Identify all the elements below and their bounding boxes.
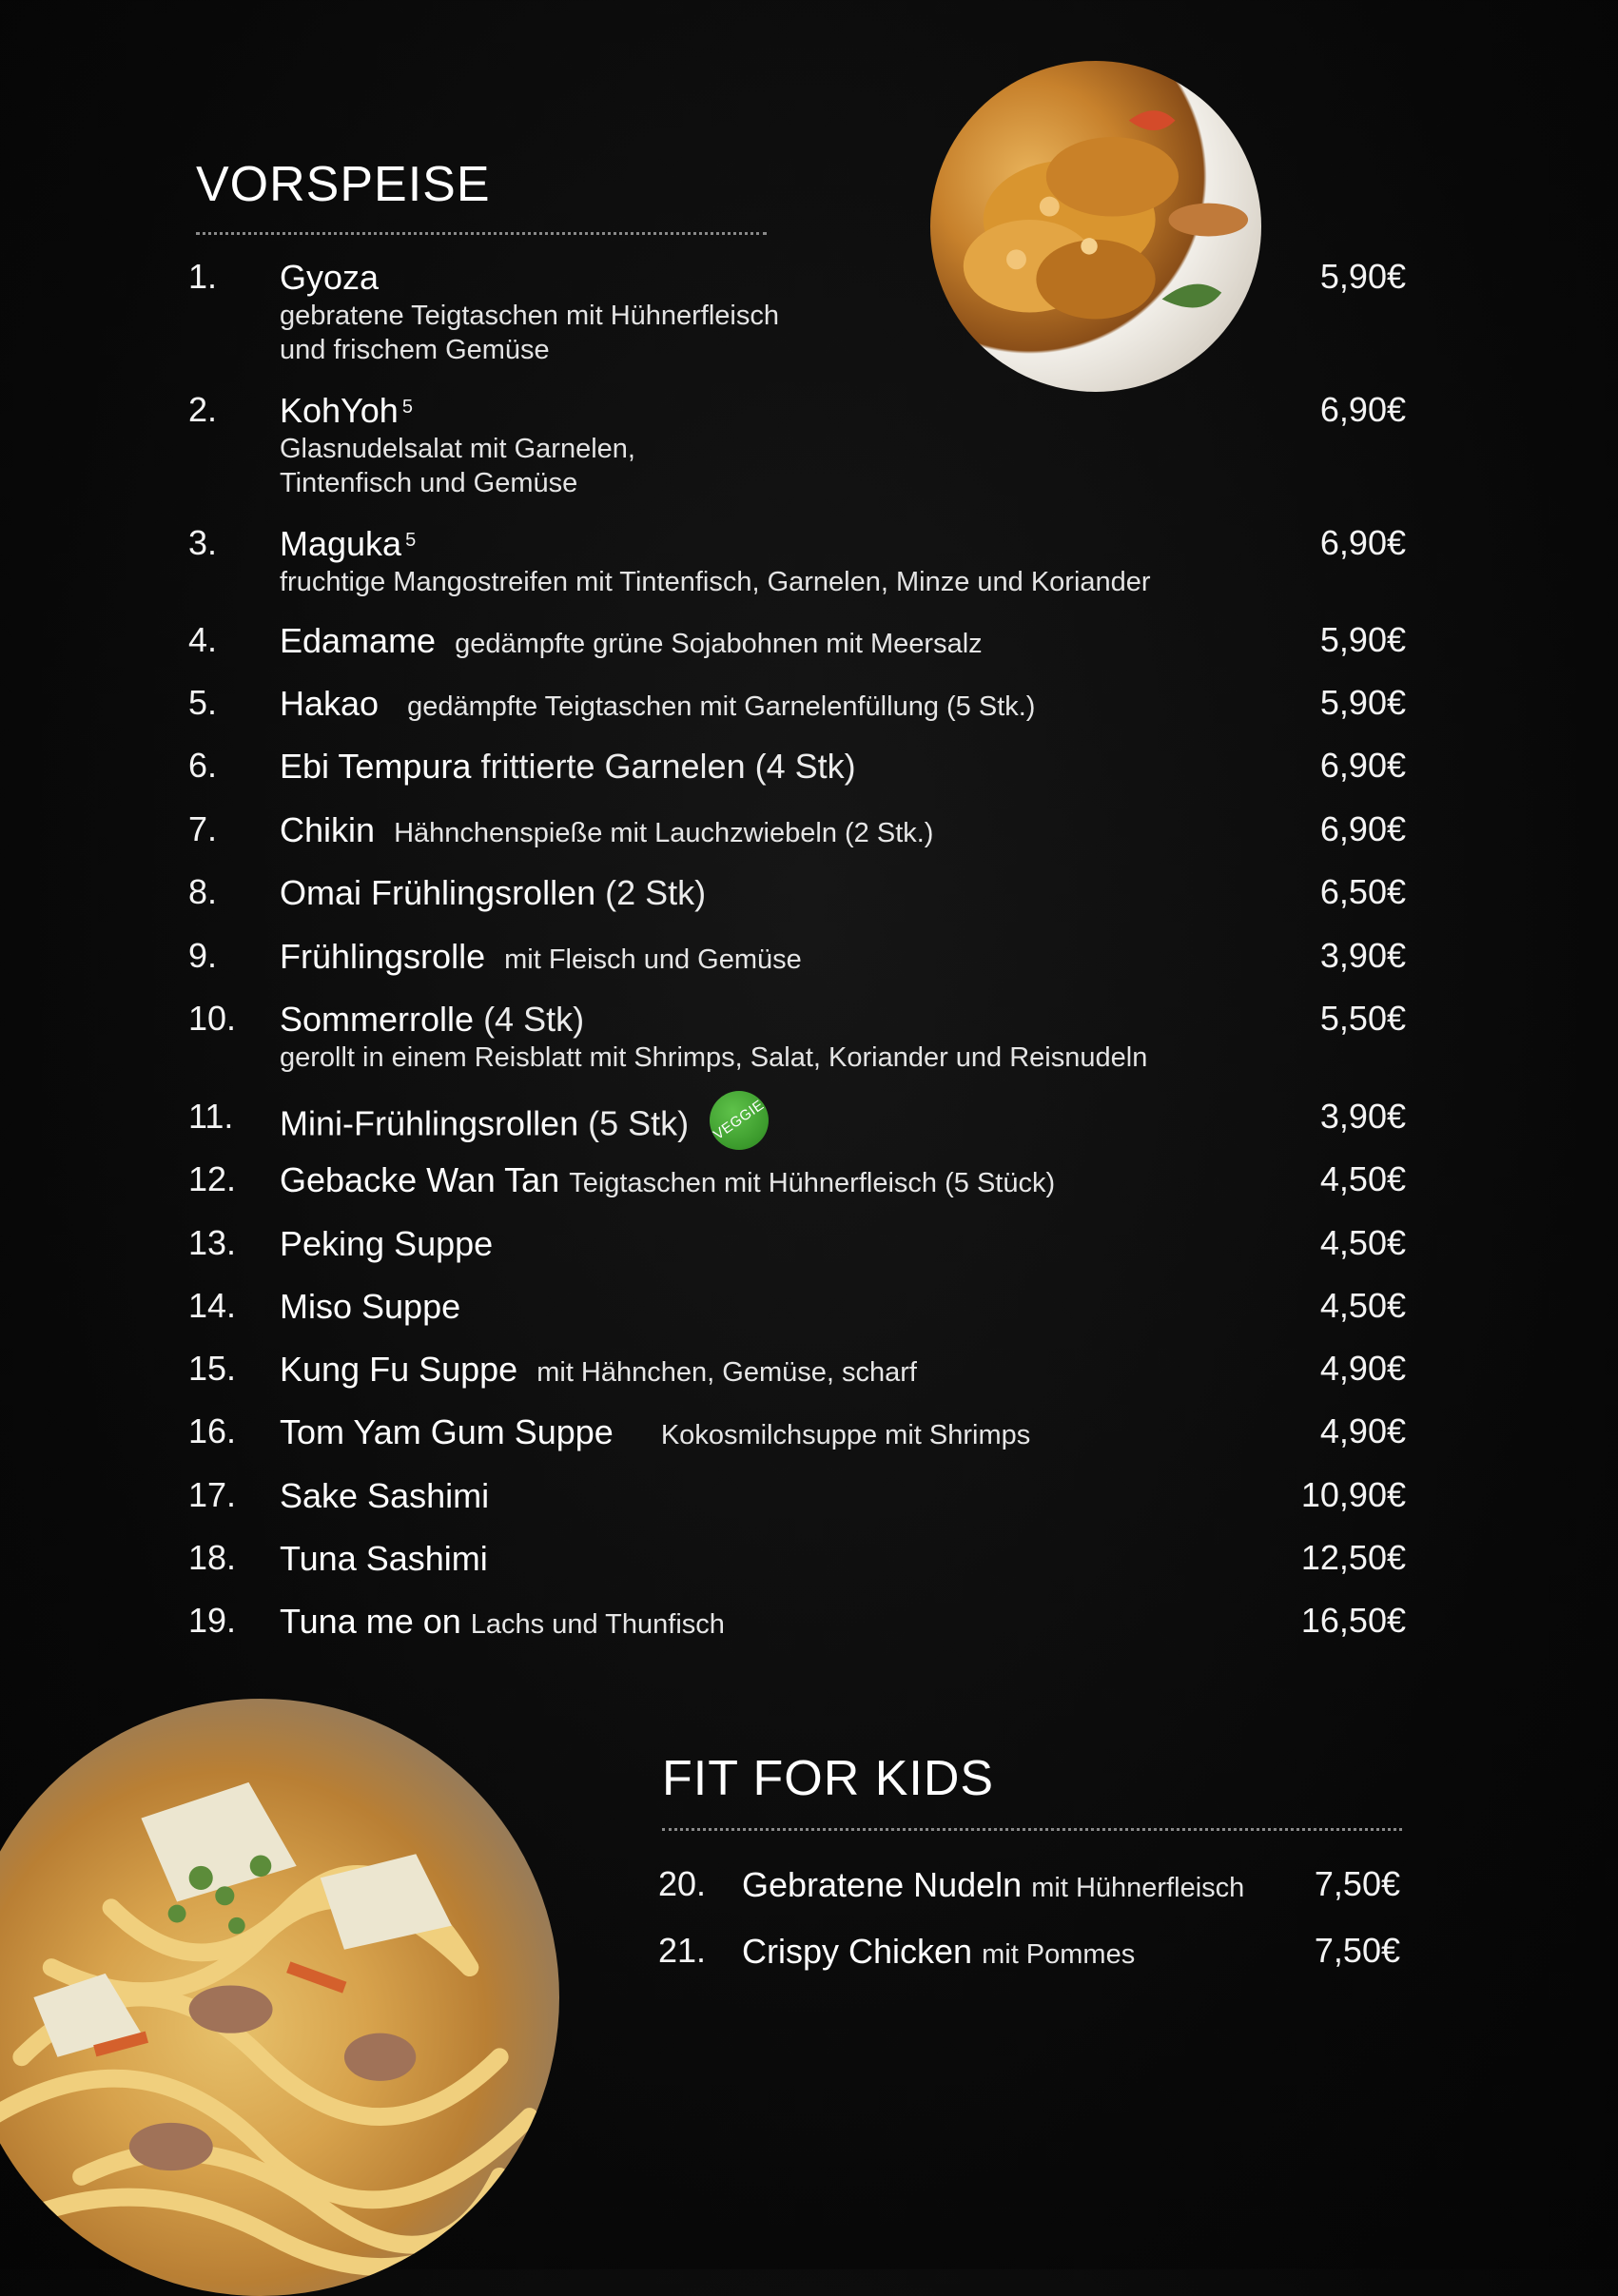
item-name: Sake Sashimi [280, 1476, 490, 1515]
item-price: 4,50€ [1319, 1286, 1406, 1325]
item-name: KohYoh [280, 391, 399, 430]
item-price: 4,90€ [1319, 1349, 1406, 1388]
item-description: gedämpfte grüne Sojabohnen mit Meersalz [455, 629, 983, 659]
item-price: 7,50€ [1314, 1864, 1400, 1903]
item-price: 4,90€ [1319, 1411, 1406, 1450]
item-name: Miso Suppe [280, 1287, 461, 1326]
item-description: mit Fleisch und Gemüse [504, 944, 802, 975]
item-name: Maguka [280, 524, 402, 563]
item-description: Teigtaschen mit Hühnerfleisch (5 Stück) [569, 1168, 1056, 1198]
item-description: gedämpfte Teigtaschen mit Garnelenfüllung (5 Stk.) [407, 691, 1036, 722]
item-note: (4 Stk) [483, 1000, 585, 1039]
item-name: Tuna Sashimi [280, 1539, 488, 1578]
item-name: Mini-Frühlingsrollen [280, 1103, 579, 1143]
item-number: 7. [188, 809, 218, 848]
item-number: 20. [658, 1864, 707, 1903]
item-price: 5,50€ [1319, 999, 1406, 1038]
item-number: 14. [188, 1286, 237, 1325]
item-name: Gyoza [280, 258, 380, 297]
item-price: 5,90€ [1319, 620, 1406, 659]
item-description: mit Pommes [982, 1939, 1136, 1970]
item-price: 6,90€ [1319, 809, 1406, 848]
item-name: Chikin [280, 810, 376, 849]
item-name: Frühlingsrolle [280, 937, 486, 976]
item-note: (2 Stk) [605, 873, 707, 912]
item-name: Kung Fu Suppe [280, 1350, 518, 1389]
item-number: 10. [188, 999, 237, 1038]
item-price: 10,90€ [1300, 1475, 1406, 1514]
item-price: 4,50€ [1319, 1223, 1406, 1262]
item-name: Gebacke Wan Tan [280, 1160, 560, 1199]
item-number: 21. [658, 1931, 707, 1970]
item-description: Hähnchenspieße mit Lauchzwiebeln (2 Stk.) [394, 818, 934, 848]
item-description: Kokosmilchsuppe mit Shrimps [660, 1420, 1031, 1450]
item-description: Lachs und Thunfisch [470, 1609, 725, 1640]
item-description: mit Hühnerfleisch [1031, 1873, 1245, 1903]
allergen-code: 5 [405, 530, 417, 551]
item-description: fruchtige Mangostreifen mit Tintenfisch, Garnelen, Minze und Koriander [280, 567, 1151, 597]
fried-noodles-photo [0, 1699, 559, 2296]
item-name: Tom Yam Gum Suppe [280, 1412, 614, 1451]
item-name: Peking Suppe [280, 1224, 494, 1263]
starters-title: VORSPEISE [196, 157, 491, 212]
item-number: 3. [188, 523, 218, 562]
item-name: Omai Frühlingsrollen [280, 873, 596, 912]
kids-title: FIT FOR KIDS [662, 1751, 995, 1806]
item-number: 8. [188, 872, 218, 911]
item-number: 18. [188, 1538, 237, 1577]
item-name: Sommerrolle [280, 1000, 475, 1039]
item-number: 17. [188, 1475, 237, 1514]
item-price: 6,90€ [1319, 746, 1406, 785]
allergen-code: 5 [401, 397, 413, 418]
item-number: 13. [188, 1223, 237, 1262]
item-name: Crispy Chicken [742, 1932, 973, 1971]
item-number: 15. [188, 1349, 237, 1388]
item-description: Glasnudelsalat mit Garnelen, Tintenfisch und Gemüse [280, 434, 635, 498]
item-price: 7,50€ [1314, 1931, 1400, 1970]
item-number: 12. [188, 1159, 237, 1198]
item-name: Ebi Tempura [280, 747, 472, 786]
item-name: Hakao [280, 684, 380, 723]
item-note: (5 Stk) [588, 1103, 690, 1143]
item-name: Tuna me on [280, 1602, 461, 1641]
item-number: 2. [188, 390, 218, 429]
starters-dotted-rule [196, 232, 767, 235]
item-number: 16. [188, 1411, 237, 1450]
item-description: gerollt in einem Reisblatt mit Shrimps, Salat, Koriander und Reisnudeln [280, 1042, 1148, 1073]
item-price: 6,50€ [1319, 872, 1406, 911]
item-price: 12,50€ [1300, 1538, 1406, 1577]
item-number: 1. [188, 257, 218, 296]
item-price: 5,90€ [1319, 683, 1406, 722]
item-name: Edamame [280, 621, 437, 660]
item-note: frittierte Garnelen (4 Stk) [480, 747, 856, 786]
veggie-badge-label: VEGGIE [711, 1097, 768, 1143]
item-price: 16,50€ [1300, 1601, 1406, 1640]
veggie-badge [710, 1091, 769, 1150]
item-number: 4. [188, 620, 218, 659]
item-description: mit Hähnchen, Gemüse, scharf [536, 1357, 917, 1388]
item-number: 19. [188, 1601, 237, 1640]
item-number: 6. [188, 746, 218, 785]
item-price: 5,90€ [1319, 257, 1406, 296]
item-price: 3,90€ [1319, 936, 1406, 975]
item-description: gebratene Teigtaschen mit Hühnerfleisch und frischem Gemüse [280, 301, 780, 365]
item-price: 6,90€ [1319, 523, 1406, 562]
item-number: 5. [188, 683, 218, 722]
item-name: Gebratene Nudeln [742, 1865, 1023, 1904]
item-number: 9. [188, 936, 218, 975]
item-number: 11. [188, 1097, 234, 1136]
item-price: 3,90€ [1319, 1097, 1406, 1136]
item-price: 6,90€ [1319, 390, 1406, 429]
item-price: 4,50€ [1319, 1159, 1406, 1198]
kids-dotted-rule [662, 1828, 1402, 1831]
